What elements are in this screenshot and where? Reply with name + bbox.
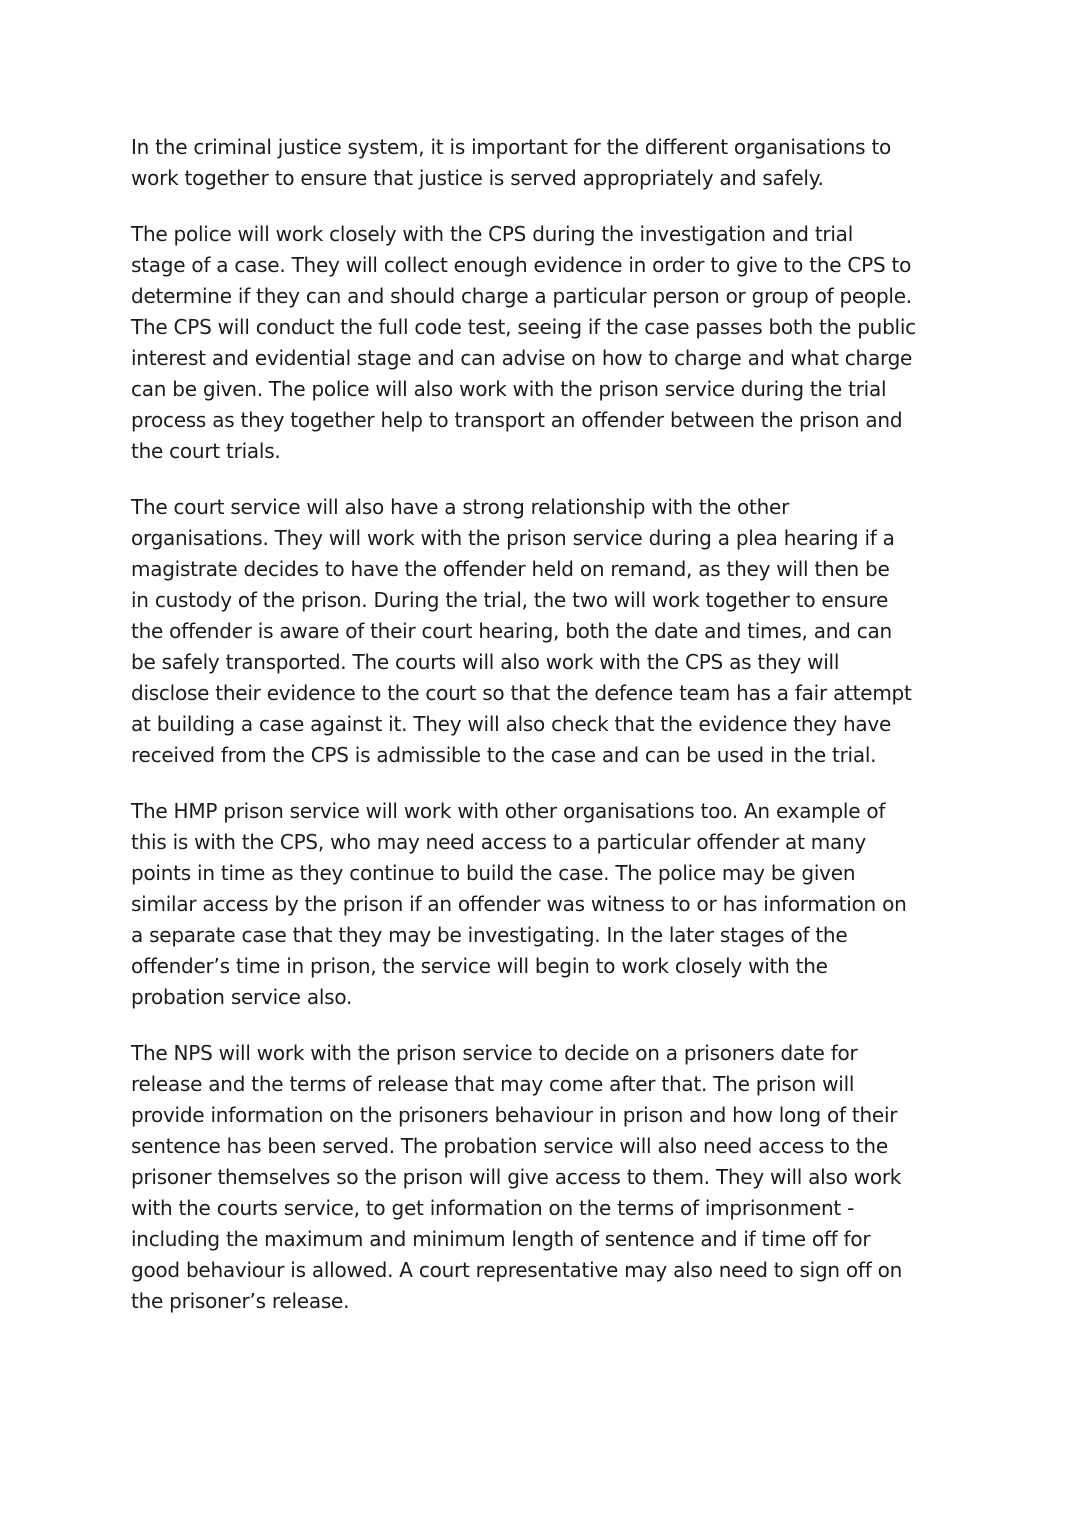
text-line: work together to ensure that justice is served appropriately and safely.	[131, 166, 824, 190]
text-line: The CPS will conduct the full code test, seeing if the case passes both the public	[131, 315, 916, 339]
text-line: prisoner themselves so the prison will give access to them. They will also work	[131, 1165, 902, 1189]
text-line: disclose their evidence to the court so that the defence team has a fair attempt	[131, 681, 912, 705]
text-line: interest and evidential stage and can advise on how to charge and what charge	[131, 346, 913, 370]
text-line: the prisoner’s release.	[131, 1289, 350, 1313]
text-line: the court trials.	[131, 439, 281, 463]
text-line: stage of a case. They will collect enough evidence in order to give to the CPS to	[131, 253, 912, 277]
text-line: The NPS will work with the prison service to decide on a prisoners date for	[131, 1041, 858, 1065]
paragraph-prison-service	[131, 796, 961, 1013]
document-body	[131, 132, 961, 1342]
text-line: including the maximum and minimum length of sentence and if time off for	[131, 1227, 871, 1251]
text-line: points in time as they continue to build the case. The police may be given	[131, 861, 856, 885]
text-line: good behaviour is allowed. A court representative may also need to sign off on	[131, 1258, 903, 1282]
paragraph-intro	[131, 132, 961, 194]
text-line: provide information on the prisoners behaviour in prison and how long of their	[131, 1103, 898, 1127]
text-line: The court service will also have a strong relationship with the other	[131, 495, 790, 519]
text-line: received from the CPS is admissible to the case and can be used in the trial.	[131, 743, 877, 767]
text-line: sentence has been served. The probation service will also need access to the	[131, 1134, 888, 1158]
text-line: The HMP prison service will work with other organisations too. An example of	[131, 799, 886, 823]
text-line: release and the terms of release that may come after that. The prison will	[131, 1072, 855, 1096]
text-line: In the criminal justice system, it is important for the different organisations to	[131, 135, 892, 159]
text-line: The police will work closely with the CPS during the investigation and trial	[131, 222, 853, 246]
text-line: determine if they can and should charge a particular person or group of people.	[131, 284, 912, 308]
text-line: similar access by the prison if an offender was witness to or has information on	[131, 892, 907, 916]
text-line: process as they together help to transport an offender between the prison and	[131, 408, 903, 432]
text-line: can be given. The police will also work with the prison service during the trial	[131, 377, 887, 401]
text-line: be safely transported. The courts will also work with the CPS as they will	[131, 650, 840, 674]
text-line: organisations. They will work with the prison service during a plea hearing if a	[131, 526, 895, 550]
text-line: this is with the CPS, who may need access to a particular offender at many	[131, 830, 867, 854]
text-line: magistrate decides to have the offender held on remand, as they will then be	[131, 557, 890, 581]
paragraph-nps	[131, 1038, 961, 1317]
text-line: the offender is aware of their court hearing, both the date and times, and can	[131, 619, 892, 643]
text-line: with the courts service, to get information on the terms of imprisonment -	[131, 1196, 855, 1220]
text-line: offender’s time in prison, the service will begin to work closely with the	[131, 954, 828, 978]
paragraph-police	[131, 219, 961, 467]
text-line: at building a case against it. They will also check that the evidence they have	[131, 712, 892, 736]
paragraph-court-service	[131, 492, 961, 771]
text-line: in custody of the prison. During the trial, the two will work together to ensure	[131, 588, 889, 612]
text-line: probation service also.	[131, 985, 353, 1009]
text-line: a separate case that they may be investigating. In the later stages of the	[131, 923, 848, 947]
